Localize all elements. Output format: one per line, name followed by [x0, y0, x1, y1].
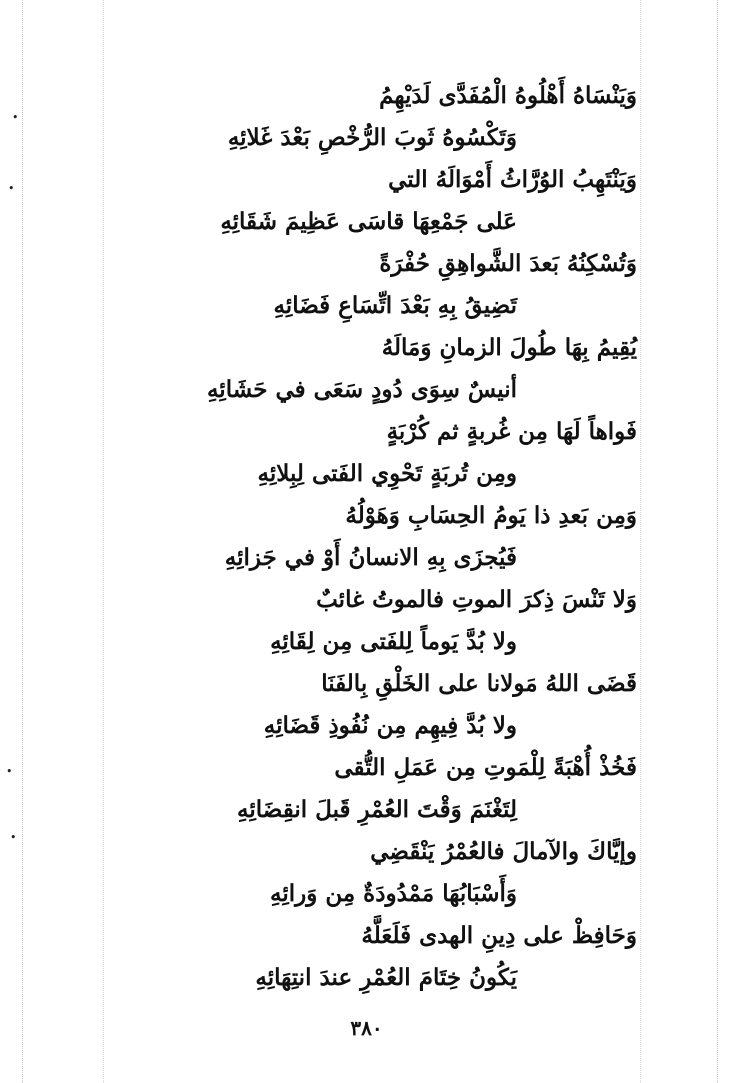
verse-line: وَحَافِظْ على دِينِ الهدى فَلَعَلَّهُ	[361, 922, 637, 949]
scan-guide-line	[640, 0, 641, 1083]
scan-guide-line	[717, 0, 718, 1083]
verse-line: قَضَى اللهُ مَولانا على الخَلْقِ بِالفَنَا	[321, 670, 637, 697]
verse-line: تَضِيقُ بِهِ بَعْدَ اتِّسَاعِ فَضَائِهِ	[273, 292, 517, 319]
margin-mark: •	[10, 831, 17, 844]
verse-line: لِتَغْنَمَ وَقْتَ العُمْرِ قَبلَ انقِضَائِهِ	[237, 796, 517, 823]
margin-mark: •	[12, 111, 19, 124]
verse-line: يُقِيمُ بِهَا طُولَ الزمانِ وَمَالَهُ	[381, 334, 637, 361]
margin-mark: •	[6, 765, 13, 778]
verse-line: وإيَّاكَ والآمالَ فالعُمْرُ يَنْقَضِي	[370, 838, 637, 865]
page-number: ٣٨٠	[350, 1016, 383, 1040]
verse-line: ولا بُدَّ يَوماً لِلفَتى مِن لِقَائِهِ	[270, 628, 517, 655]
verse-line: وَمِن بَعدِ ذا يَومُ الحِسَابِ وَهَوْلُهُ	[345, 502, 637, 529]
verse-line: فَخُذْ أُهْبَةً لِلْمَوتِ مِن عَمَلِ التُّقى	[334, 754, 637, 781]
margin-mark: •	[8, 182, 15, 195]
verse-line: وَيَنْسَاهُ أَهْلُوهُ الْمُفَدَّى لَدَيْهِمُ	[379, 82, 637, 109]
verse-line: وَتَكْسُوهُ ثَوبَ الرُّخْصِ بَعْدَ غَلائِهِ	[227, 124, 517, 151]
verse-line: عَلى جَمْعِهَا قاسَى عَظِيمَ شَقَائِهِ	[220, 208, 517, 235]
scan-guide-line	[103, 0, 104, 1083]
scan-guide-line	[22, 0, 23, 1083]
verse-line: يَكُونُ خِتَامَ العُمْرِ عندَ انتِهَائِهِ	[255, 964, 517, 991]
verse-line: أنيسٌ سِوَى دُودٍ سَعَى في حَشَائِهِ	[206, 376, 517, 403]
verse-line: ولا بُدَّ فِيهِم مِن نُفُوذِ قَضَائِهِ	[263, 712, 517, 739]
verse-line: وَأَسْبَابُهَا مَمْدُودَةٌ مِن وَرائِهِ	[269, 880, 517, 907]
verse-line: وَيَنْتَهِبُ الوُرَّاثُ أَمْوَالَهُ التي	[388, 166, 637, 193]
verse-line: وَلا تَنْسَ ذِكرَ الموتِ فالموتُ غائبٌ	[316, 586, 637, 613]
verse-line: وَتُسْكِنُهُ بَعدَ الشَّواهِقِ حُفْرَةً	[379, 250, 637, 277]
verse-line: ومِن تُربَةٍ تَحْوِي الفَتى لِبِلائِهِ	[257, 460, 517, 487]
verse-line: فَيُجزَى بِهِ الانسانُ أَوْ في جَزائِهِ	[224, 544, 517, 571]
verse-line: فَواهاً لَهَا مِن غُربةٍ ثم كُرْبَةٍ	[386, 418, 637, 445]
